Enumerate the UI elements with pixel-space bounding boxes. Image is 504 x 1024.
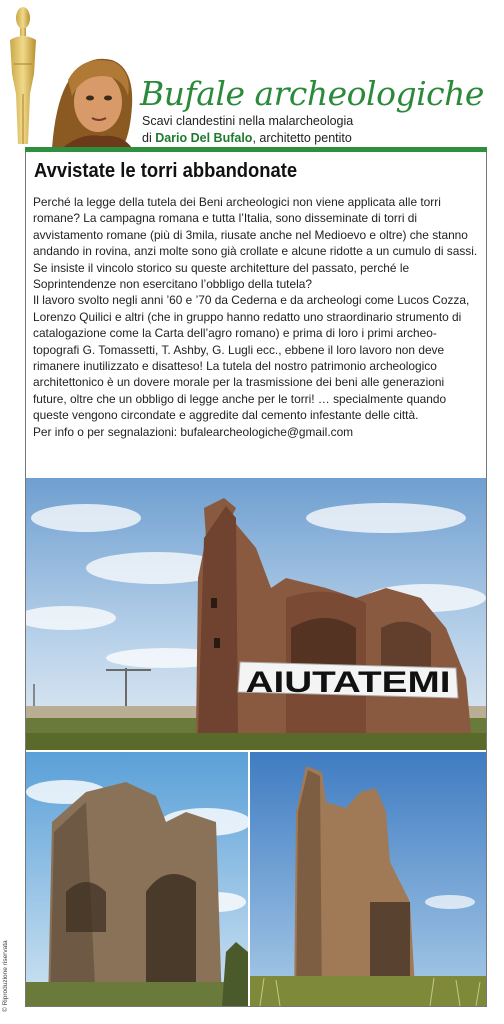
author-portrait — [42, 36, 136, 148]
column-subtitle: Scavi clandestini nella malarcheologia — [142, 114, 354, 128]
article-paragraph: Perché la legge della tutela dei Beni archeologici non viene applicata alle torri romane? La campagna romana e tutta l’Italia, sono disseminate di torri di avvistamento romane (più di 3mila, riusate anche nel Medioevo e oltre) che stanno andando in rovina, anzi molte sono già crollate e alcune ridotte a un cumulo di sassi. Se insiste il vincolo storico su queste architetture del passato, perché le Soprintendenze non esercitano l’obbligo della tutela? — [33, 195, 478, 292]
copyright-credit: © Riproduzione riservata — [2, 940, 9, 1012]
article-box — [25, 152, 487, 1007]
sign-text: AIUTATEMI — [245, 666, 451, 699]
article-headline: Avvistate le torri abbandonate — [34, 160, 298, 182]
article-body — [33, 194, 479, 440]
tower-photo-right — [250, 752, 486, 1006]
column-byline — [142, 131, 352, 145]
tower-photo-left — [26, 752, 248, 1006]
article-paragraph: Il lavoro svolto negli anni ’60 e ’70 da Cederna e da archeologi come Lucos Cozza, Lorenzo Quilici e altri (che in gruppo hanno redatto uno straordinario strumento di catalogazione come la Carta dell’agro romano) e prima di loro i primi archeo-topografi G. Tomassetti, T. Ashby, G. Lugli ecc., ebbene il loro lavoro non deve rimanere inutilizzato e disatteso! La tutela del nostro patrimonio archeologico architettonico è un dovere morale per la trasmissione dei beni alle generazioni future, oltre che un obbligo di legge anche per le torri! … specialmente quando queste vengono circondate e aggredite dal cemento infestante delle città. — [33, 293, 470, 423]
article-contact: Per info o per segnalazioni: bufalearcheologiche@gmail.com — [33, 424, 354, 439]
column-header — [0, 0, 504, 150]
column-title: Bufale archeologiche — [140, 74, 484, 113]
cycladic-statue-image — [6, 4, 40, 146]
author-name: Dario Del Bufalo — [155, 131, 253, 145]
byline-prefix: di — [142, 131, 156, 145]
byline-suffix: , architetto pentito — [252, 131, 352, 145]
tower-photo-main — [26, 478, 486, 750]
